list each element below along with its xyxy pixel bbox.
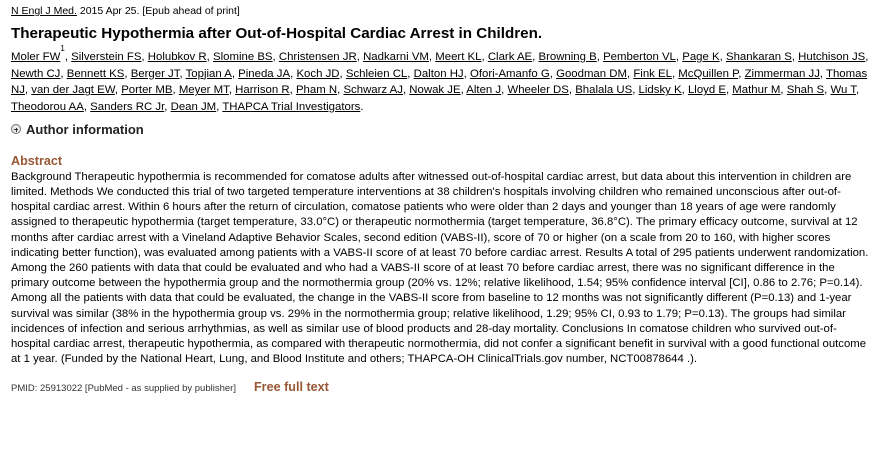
- author-link[interactable]: Thomas NJ: [11, 67, 868, 97]
- author-link[interactable]: Schleien CL: [345, 67, 408, 80]
- abstract-text: Background Therapeutic hypothermia is recommended for comatose adults after witnessed out-of-hospital cardiac arrest, but data about this intervention in children are limited. Methods We conducted this trial of two targeted temperature interventions at 38 children's hospitals involving children who remained unconscious after out-of-hospital cardiac arrest. Within 6 hours after the return of circulation, comatose patients who were older than 2 days and younger than 18 years of age were randomly assigned to therapeutic hypothermia (target temperature, 33.0°C) or therapeutic normothermia (target temperature, 36.8°C). The primary efficacy outcome, survival at 12 months after cardiac arrest with a Vineland Adaptive Behavior Scales, second edition (VABS-II), score of 70 or higher (on a scale from 20 to 160, with higher scores indicating better function), was evaluated among patients with a VABS-II score of at least 70 before cardiac arrest. Results A total of 295 patients underwent randomization. Among the 260 patients with data that could be evaluated and who had a VABS-II score of at least 70 before cardiac arrest, there was no significant difference in the primary outcome between the hypothermia group and the normothermia group (20% vs. 12%; relative likelihood, 1.54; 95% confidence interval [CI], 0.86 to 2.76; P=0.14). Among all the patients with data that could be evaluated, the change in the VABS-II score from baseline to 12 months was not significantly different (P=0.13) and 1-year survival was similar (38% in the hypothermia group vs. 29% in the normothermia group; relative likelihood, 1.29; 95% CI, 0.93 to 1.79; P=0.13). The groups had similar incidences of infection and serious arrhythmias, as well as similar use of blood products and 28-day mortality. Conclusions In comatose children who survived out-of-hospital cardiac arrest, therapeutic hypothermia, as compared with therapeutic normothermia, did not confer a significant benefit in survival with a good functional outcome at 1 year. (Funded by the National Heart, Lung, and Blood Institute and others; THAPCA-OH ClinicalTrials.gov number, NCT00878644 .).: [11, 170, 869, 366]
- author-link[interactable]: Newth CJ: [11, 67, 61, 80]
- author-link[interactable]: Shah S: [786, 84, 825, 97]
- author-link[interactable]: Alten J: [466, 84, 502, 97]
- citation-line: [11, 5, 871, 17]
- author-link[interactable]: Schwarz AJ: [343, 84, 403, 97]
- author-link[interactable]: Pineda JA: [238, 67, 291, 80]
- author-link[interactable]: Page K: [682, 51, 720, 63]
- author-link[interactable]: Harrison R: [235, 84, 290, 97]
- author-link[interactable]: Ofori-Amanfo G: [469, 67, 550, 80]
- author-link[interactable]: Shankaran S: [725, 51, 792, 63]
- author-link[interactable]: Lidsky K: [638, 84, 682, 97]
- author-link[interactable]: Sanders RC Jr: [90, 101, 165, 114]
- author-link[interactable]: Silverstein FS: [71, 51, 142, 63]
- author-link[interactable]: Holubkov R: [147, 51, 207, 63]
- author-link[interactable]: Nadkarni VM: [363, 51, 429, 63]
- author-link[interactable]: Pham N: [295, 84, 338, 97]
- free-full-text-link[interactable]: Free full text: [253, 380, 329, 395]
- author-link[interactable]: Pemberton VL: [603, 51, 676, 63]
- author-information-label: Author information: [26, 121, 144, 137]
- publication-date: 2015 Apr 25. [Epub ahead of print]: [79, 5, 240, 17]
- author-link[interactable]: Meyer MT: [178, 84, 229, 97]
- author-information-toggle[interactable]: [11, 122, 871, 137]
- author-link[interactable]: Browning B: [538, 51, 597, 63]
- author-link[interactable]: Wheeler DS: [507, 84, 569, 97]
- author-link[interactable]: Dean JM: [170, 101, 217, 114]
- author-link[interactable]: Theodorou AA: [11, 101, 84, 114]
- journal-link[interactable]: N Engl J Med.: [11, 5, 77, 17]
- author-link[interactable]: Zimmerman JJ: [744, 67, 820, 80]
- author-link[interactable]: Slomine BS: [213, 51, 273, 63]
- author-link[interactable]: Koch JD: [296, 67, 340, 80]
- author-link[interactable]: Bennett KS: [66, 67, 125, 80]
- article-title: Therapeutic Hypothermia after Out-of-Hospital Cardiac Arrest in Children.: [11, 25, 543, 42]
- author-link[interactable]: Christensen JR: [278, 51, 357, 63]
- author-link[interactable]: Moler FW: [11, 51, 61, 63]
- author-link[interactable]: Hutchison JS: [798, 51, 866, 63]
- author-link[interactable]: Meert KL: [435, 51, 482, 63]
- author-list: Moler $FW^1$, Silverstein FS, Holubkov R, Slomine BS, Christensen JR, Nadkarni VM, Meert KL, Clark AE, Browning B, Pemberton VL, Page K, Shankaran S, Hutchison JS, Newth CJ, Bennett KS, Berger JT, Topjian A, Pineda JA, Koch JD, Schleien CL, Dalton HJ, Ofori-Amanfo G, Goodman DM, Fink EL, McQuillen P, Zimmerman JJ, Thomas NJ, van der Jagt EW, Porter MB, Meyer MT, Harrison R, Pham N, Schwarz AJ, Nowak JE, Alten J, Wheeler DS, Bhalala US, Lidsky K, Lloyd E, Mathur M, Shah S, Wu T, Theodorou AA, Sanders RC Jr, Dean JM, THAPCA Trial Investigators.: [11, 44, 869, 114]
- author-link[interactable]: Fink EL: [633, 67, 672, 80]
- author-link[interactable]: McQuillen P: [678, 67, 739, 80]
- pmid-text: PMID: 25913022 [PubMed - as supplied by publisher]: [11, 383, 236, 395]
- author-link[interactable]: Clark AE: [487, 51, 533, 63]
- author-link[interactable]: Lloyd E: [687, 84, 726, 97]
- abstract-heading: Abstract: [11, 153, 63, 168]
- record-footer: [11, 380, 871, 394]
- author-link[interactable]: Mathur M: [732, 84, 781, 97]
- author-link[interactable]: Porter MB: [121, 84, 173, 97]
- author-link[interactable]: Bhalala US: [575, 84, 633, 97]
- author-link[interactable]: Nowak JE: [409, 84, 461, 97]
- author-link[interactable]: van der Jagt EW: [31, 84, 115, 97]
- affiliation-superscript: 1: [60, 44, 65, 53]
- author-link[interactable]: THAPCA Trial Investigators: [222, 101, 361, 114]
- author-link[interactable]: Wu T: [830, 84, 857, 97]
- author-link[interactable]: Topjian A: [185, 67, 232, 80]
- author-link[interactable]: Goodman DM: [556, 67, 627, 80]
- expand-plus-icon[interactable]: [11, 124, 21, 134]
- author-link[interactable]: Dalton HJ: [413, 67, 464, 80]
- author-link[interactable]: Berger JT: [130, 67, 180, 80]
